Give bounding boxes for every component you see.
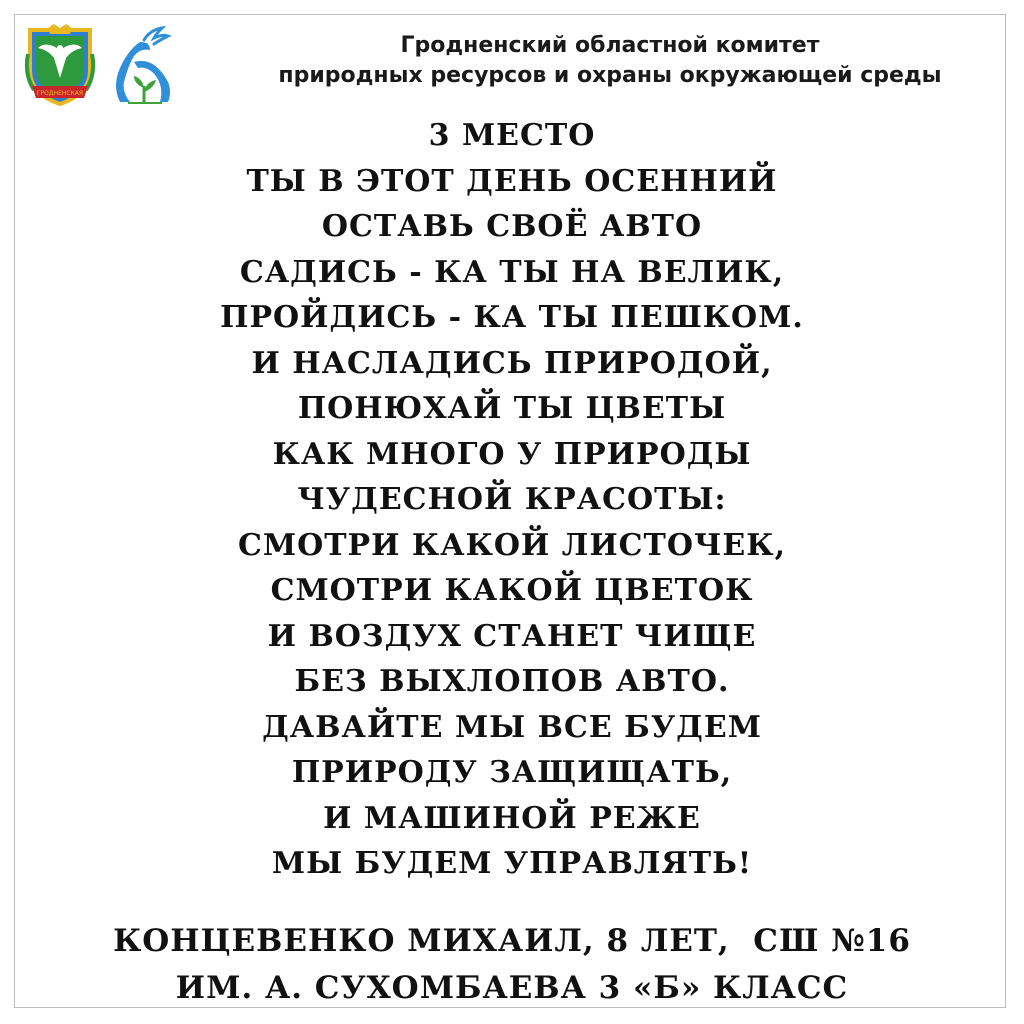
poem-text (0, 113, 1024, 887)
header-line-2: природных ресурсов и охраны окружающей среды (278, 63, 942, 88)
poem-line: ПОНЮХАЙ ТЫ ЦВЕТЫ (297, 391, 727, 426)
poem-line: ТЫ В ЭТОТ ДЕНЬ ОСЕННИЙ (246, 163, 778, 199)
poem-line: СМОТРИ КАКОЙ ЛИСТОЧЕК, (237, 527, 787, 563)
poem-title: 3 МЕСТО (428, 118, 596, 153)
poem-line: И НАСЛАДИСЬ ПРИРОДОЙ, (251, 345, 773, 381)
organization-header (230, 31, 990, 91)
author-credit (0, 918, 1024, 1012)
poem-line: ПРОЙДИСЬ - КА ТЫ ПЕШКОМ. (220, 300, 804, 335)
poem-line: ОСТАВЬ СВОЁ АВТО (321, 209, 703, 244)
header-line-1: Гродненский областной комитет (400, 33, 820, 58)
poem-line: И ВОЗДУХ СТАНЕТ ЧИЩЕ (267, 618, 757, 654)
poem-line: БЕЗ ВЫХЛОПОВ АВТО. (294, 664, 730, 699)
poem-line: ДАВАЙТЕ МЫ ВСЕ БУДЕМ (262, 709, 762, 745)
poem-line: КАК МНОГО У ПРИРОДЫ (272, 436, 752, 472)
poem-line: И МАШИНОЙ РЕЖЕ (323, 800, 701, 836)
poem-line: ПРИРОДУ ЗАЩИЩАТЬ, (291, 755, 733, 790)
poem-line: САДИСЬ - КА ТЫ НА ВЕЛИК, (239, 254, 785, 290)
grodno-region-emblem-icon (24, 24, 96, 108)
poem-line: МЫ БУДЕМ УПРАВЛЯТЬ! (271, 846, 753, 881)
poem-line: СМОТРИ КАКОЙ ЦВЕТОК (270, 573, 754, 608)
poem-line: ЧУДЕСНОЙ КРАСОТЫ: (297, 482, 727, 517)
author-name-line: КОНЦЕВЕНКО МИХАИЛ, 8 ЛЕТ, СШ №16 (113, 923, 911, 959)
emblem-banner-text: ГРОДНЕНСКАЯ (36, 90, 84, 97)
author-school-line: ИМ. А. СУХОМБАЕВА 3 «Б» КЛАСС (175, 970, 849, 1006)
logo-group (24, 24, 176, 108)
deer-ecology-logo-icon (110, 26, 176, 106)
